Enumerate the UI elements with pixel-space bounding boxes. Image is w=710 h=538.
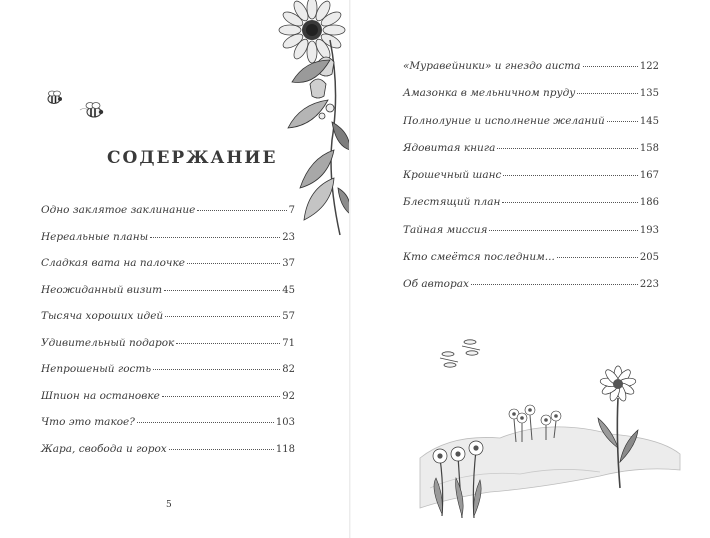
- toc-entry[interactable]: [403, 60, 659, 87]
- dot-leader: [503, 175, 637, 176]
- toc-entry[interactable]: [41, 284, 295, 311]
- toc-entry-page: 122: [639, 61, 659, 72]
- toc-entry-title: «Муравейники» и гнездо аиста: [403, 60, 581, 72]
- toc-entry-title: Что это такое?: [41, 416, 135, 428]
- toc-entry-page: 205: [639, 252, 659, 264]
- toc-entry[interactable]: [41, 337, 295, 364]
- toc-entry-title: Неожиданный визит: [41, 283, 163, 296]
- toc-entry[interactable]: [41, 204, 295, 231]
- dot-leader: [557, 257, 638, 258]
- page-number: 5: [166, 500, 172, 510]
- toc-entry[interactable]: [41, 231, 295, 258]
- toc-entry[interactable]: [403, 224, 659, 251]
- toc-entry-title: Сладкая вата на палочке: [41, 257, 185, 269]
- toc-entry-title: Тайная миссия: [403, 223, 488, 236]
- toc-entry-title: Тысяча хороших идей: [41, 310, 164, 322]
- toc-entry-page: 57: [282, 311, 295, 322]
- toc-entry[interactable]: [403, 115, 659, 142]
- toc-entry[interactable]: [41, 363, 295, 390]
- dot-leader: [150, 237, 280, 238]
- toc-entry-title: Одно заклятое заклинание: [41, 204, 196, 216]
- toc-entry[interactable]: [403, 196, 659, 223]
- toc-entry-page: 167: [639, 170, 659, 182]
- toc-list-left: [41, 204, 295, 469]
- dot-leader: [497, 148, 638, 149]
- toc-entry-title: Крошечный шанс: [403, 169, 502, 182]
- toc-entry-title: Об авторах: [403, 278, 469, 291]
- dot-leader: [137, 422, 274, 423]
- toc-entry[interactable]: [403, 169, 659, 196]
- dot-leader: [197, 210, 286, 211]
- toc-entry-page: 223: [639, 279, 659, 291]
- sunflower-icon: [279, 0, 345, 63]
- toc-entry-page: 7: [288, 205, 295, 216]
- toc-entry-page: 82: [282, 364, 295, 375]
- toc-entry-page: 92: [282, 390, 295, 402]
- dot-leader: [471, 284, 638, 285]
- toc-entry[interactable]: [403, 251, 659, 278]
- dragonfly-icon: [440, 352, 458, 367]
- left-page: [0, 0, 350, 538]
- toc-entry[interactable]: [403, 87, 659, 114]
- toc-entry-title: Амазонка в мельничном пруду: [403, 87, 576, 100]
- toc-title: СОДЕРЖАНИЕ: [107, 148, 278, 168]
- dot-leader: [187, 263, 280, 264]
- dot-leader: [176, 343, 280, 344]
- toc-entry-page: 103: [275, 417, 295, 428]
- dragonfly-icon: [462, 340, 480, 355]
- toc-entry[interactable]: [41, 390, 295, 417]
- dot-leader: [489, 230, 637, 231]
- toc-entry-title: Ядовитая книга: [403, 141, 496, 154]
- toc-entry-title: Жара, свобода и горох: [41, 442, 167, 455]
- toc-entry-title: Нереальные планы: [41, 230, 149, 243]
- dot-leader: [502, 202, 638, 203]
- toc-entry-title: Блестящий план: [403, 196, 501, 209]
- dot-leader: [153, 369, 280, 370]
- bee-icon: [80, 103, 103, 118]
- bees-illustration: [44, 90, 108, 122]
- toc-entry-page: 118: [275, 443, 295, 455]
- toc-entry-page: 158: [639, 142, 659, 154]
- toc-entry[interactable]: [403, 142, 659, 169]
- toc-entry-page: 145: [639, 115, 659, 127]
- meadow-illustration: [410, 338, 700, 528]
- toc-entry-title: Удивительный подарок: [41, 336, 175, 349]
- toc-entry-page: 71: [282, 337, 295, 349]
- dot-leader: [583, 66, 638, 67]
- toc-entry[interactable]: [41, 310, 295, 337]
- toc-entry-page: 23: [282, 231, 295, 243]
- toc-entry-page: 193: [639, 224, 659, 236]
- bee-icon: [48, 91, 62, 104]
- toc-entry[interactable]: [41, 443, 295, 470]
- toc-entry-page: 37: [282, 258, 295, 269]
- dot-leader: [162, 396, 280, 397]
- toc-entry-title: Шпион на остановке: [41, 389, 160, 402]
- toc-entry-page: 45: [282, 284, 295, 296]
- toc-entry-page: 186: [639, 197, 659, 209]
- dot-leader: [607, 121, 638, 122]
- toc-entry[interactable]: [403, 278, 659, 305]
- dot-leader: [577, 93, 638, 94]
- toc-entry-title: Непрошеный гость: [41, 363, 152, 375]
- dot-leader: [164, 290, 280, 291]
- toc-entry[interactable]: [41, 416, 295, 443]
- toc-entry-page: 135: [639, 88, 659, 100]
- toc-entry-title: Полнолуние и исполнение желаний: [403, 114, 605, 127]
- toc-entry[interactable]: [41, 257, 295, 284]
- dot-leader: [165, 316, 280, 317]
- toc-list-right: [403, 60, 659, 306]
- toc-entry-title: Кто смеётся последним...: [403, 251, 555, 264]
- dot-leader: [169, 449, 274, 450]
